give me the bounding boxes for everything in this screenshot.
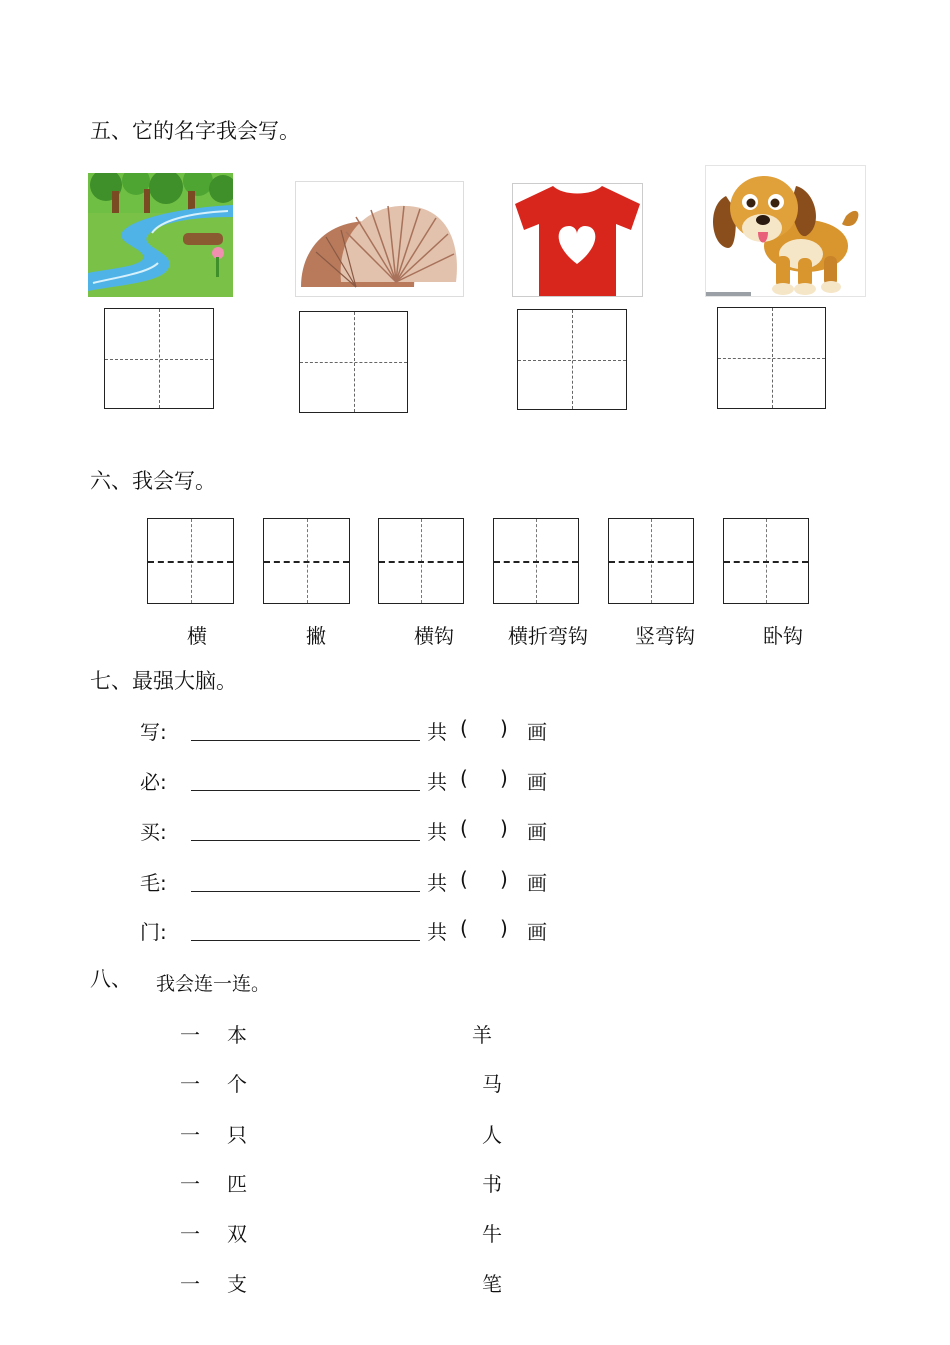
gong-label: 共 [427, 871, 447, 895]
match-yi: 一 [180, 1222, 200, 1246]
writing-grid[interactable] [147, 518, 234, 604]
paren-open: ( [460, 916, 468, 940]
red-tshirt-heart-icon [512, 183, 643, 297]
match-noun[interactable]: 牛 [482, 1222, 502, 1246]
hua-label: 画 [527, 720, 547, 744]
answer-line[interactable] [191, 740, 420, 741]
paren-open: ( [460, 716, 468, 740]
row-char: 写: [140, 720, 167, 744]
match-measure-word[interactable]: 支 [227, 1272, 247, 1296]
stroke-label: 竖弯钩 [635, 624, 695, 648]
section8-heading-number: 八、 [90, 967, 132, 991]
gong-label: 共 [427, 770, 447, 794]
match-noun[interactable]: 马 [482, 1072, 502, 1096]
match-yi: 一 [180, 1123, 200, 1147]
match-measure-word[interactable]: 只 [227, 1123, 247, 1147]
answer-line[interactable] [191, 790, 420, 791]
match-measure-word[interactable]: 个 [227, 1072, 247, 1096]
paren-open: ( [460, 816, 468, 840]
paren-close: ) [500, 716, 508, 740]
writing-grid[interactable] [517, 309, 627, 410]
match-noun[interactable]: 书 [482, 1172, 502, 1196]
stroke-label: 横 [187, 624, 207, 648]
match-noun[interactable]: 羊 [472, 1023, 492, 1047]
writing-grid[interactable] [493, 518, 579, 604]
stroke-label: 撇 [306, 624, 326, 648]
river-landscape-icon [88, 173, 233, 297]
match-measure-word[interactable]: 本 [227, 1023, 247, 1047]
stroke-label: 横折弯钩 [508, 624, 588, 648]
writing-grid[interactable] [608, 518, 694, 604]
row-char: 必: [140, 770, 167, 794]
match-measure-word[interactable]: 匹 [227, 1172, 247, 1196]
match-yi: 一 [180, 1023, 200, 1047]
paren-open: ( [460, 867, 468, 891]
match-yi: 一 [180, 1072, 200, 1096]
section7-heading: 七、最强大脑。 [90, 669, 237, 693]
paren-close: ) [500, 867, 508, 891]
paren-close: ) [500, 766, 508, 790]
hua-label: 画 [527, 770, 547, 794]
answer-line[interactable] [191, 940, 420, 941]
match-yi: 一 [180, 1172, 200, 1196]
paren-open: ( [460, 766, 468, 790]
seashell-icon [295, 181, 464, 297]
match-noun[interactable]: 人 [482, 1123, 502, 1147]
writing-grid[interactable] [378, 518, 464, 604]
answer-line[interactable] [191, 840, 420, 841]
row-char: 买: [140, 820, 167, 844]
writing-grid[interactable] [263, 518, 350, 604]
writing-grid[interactable] [717, 307, 826, 409]
writing-grid[interactable] [723, 518, 809, 604]
paren-close: ) [500, 816, 508, 840]
match-yi: 一 [180, 1272, 200, 1296]
section5-heading: 五、它的名字我会写。 [90, 119, 300, 143]
stroke-label: 横钩 [414, 624, 454, 648]
gong-label: 共 [427, 920, 447, 944]
stroke-label: 卧钩 [763, 624, 803, 648]
paren-close: ) [500, 916, 508, 940]
gong-label: 共 [427, 720, 447, 744]
writing-grid[interactable] [104, 308, 214, 409]
puppy-dog-icon [705, 165, 866, 297]
hua-label: 画 [527, 871, 547, 895]
match-noun[interactable]: 笔 [482, 1272, 502, 1296]
answer-line[interactable] [191, 891, 420, 892]
gong-label: 共 [427, 820, 447, 844]
match-measure-word[interactable]: 双 [227, 1222, 247, 1246]
section6-heading: 六、我会写。 [90, 469, 216, 493]
hua-label: 画 [527, 820, 547, 844]
section8-heading: 我会连一连。 [156, 973, 271, 995]
row-char: 毛: [140, 871, 167, 895]
writing-grid[interactable] [299, 311, 408, 413]
row-char: 门: [140, 920, 167, 944]
hua-label: 画 [527, 920, 547, 944]
